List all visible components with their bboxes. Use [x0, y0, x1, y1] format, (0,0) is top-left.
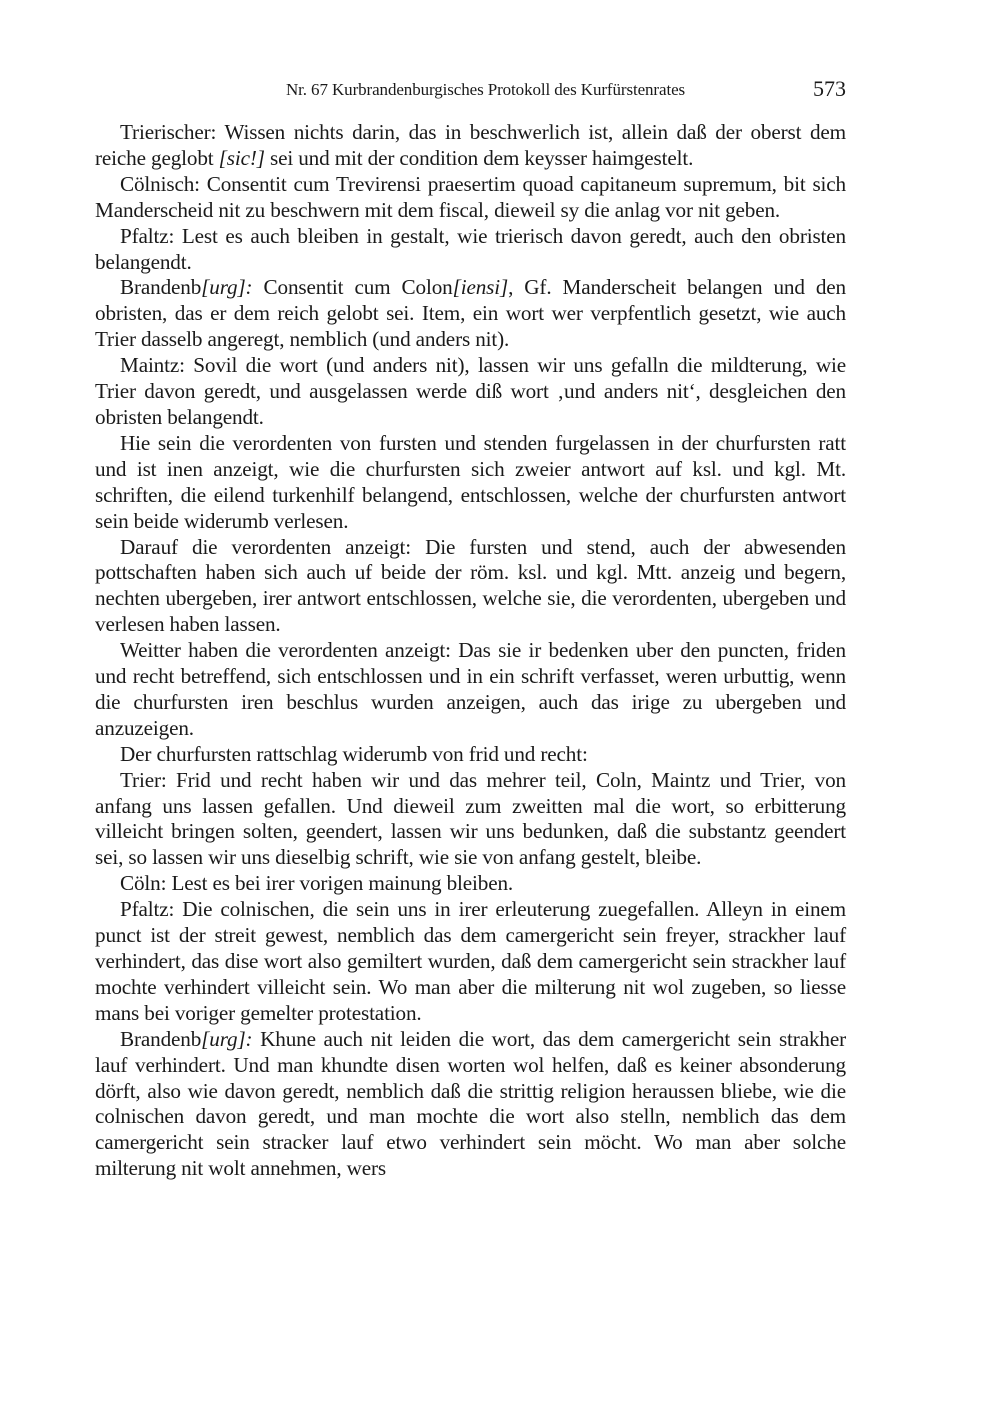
paragraph-brandenburg-2	[95, 1027, 846, 1182]
paragraph-pfalz-2	[95, 897, 846, 1027]
text-segment: sei und mit der condition dem keysser haimgestelt.	[264, 145, 694, 170]
text-segment: Darauf die verordenten anzeigt: Die fursten und stend, auch der abwesenden pottschaften haben sich auch uf beide der röm. ksl. und kgl. Mtt. anzeig und begern, nechten ubergeben, irer antwort entschlossen, welche sie, die verordenten, ubergeben und verlesen haben lassen.	[95, 534, 846, 637]
text-segment: Brandenb	[120, 275, 202, 300]
editorial-note: [urg]:	[201, 1026, 253, 1051]
text-segment: Hie sein die verordenten von fursten und stenden furgelassen in der churfursten ratt und ist inen anzeigt, wie die churfursten sich zweier antwort auf ksl. und kgl. Mt. schriften, die eilend turkenhilf belangend, entschlossen, welche der churfursten antwort sein beide widerumb verlesen.	[95, 430, 846, 533]
text-segment: Brandenb	[120, 1026, 202, 1051]
editorial-note: [iensi]	[452, 275, 509, 300]
paragraph-pfalz-1	[95, 224, 846, 276]
paragraph-koeln-2	[95, 871, 846, 897]
editorial-note: [sic!]	[218, 145, 265, 170]
paragraph-verordenten-3	[95, 638, 846, 742]
page-number: 573	[813, 76, 846, 101]
running-title: Nr. 67 Kurbrandenburgisches Protokoll des Kurfürstenrates	[285, 80, 686, 99]
text-segment: Der churfursten rattschlag widerumb von frid und recht:	[120, 741, 588, 766]
document-body	[95, 120, 846, 1182]
paragraph-trier-1	[95, 120, 846, 172]
paragraph-verordenten-2	[95, 535, 846, 639]
document-page	[95, 76, 846, 1182]
text-segment: Khune auch nit leiden die wort, das dem camergericht sein strakher lauf verhindert. Und man khundte disen worten wol helfen, daß es keiner absonderung dörft, also wie davon geredt, nemblich daß die strittig religion heraussen bliebe, wie die colnischen davon geredt, und man mochte die wort also stelln, nemblich das dem camergericht sein stracker lauf etwo verhindert sein möcht. Wo man aber solche milterung nit wolt annehmen, wers	[95, 1026, 846, 1181]
text-segment: Weitter haben die verordenten anzeigt: Das sie ir bedenken uber den puncten, friden und recht betreffend, sich entschlossen und in ein schrift verfasset, weren urbuttig, wenn die churfursten iren beschlus wurden anzeigen, auch das irige zu ubergeben und anzuzeigen.	[95, 638, 846, 740]
text-segment: Cöln: Lest es bei irer vorigen mainung bleiben.	[120, 871, 514, 896]
text-segment: Cölnisch: Consentit cum Trevirensi praesertim quoad capitaneum supremum, bit sich Manderscheid nit zu beschwern mit dem fiscal, dieweil sy die anlag vor nit geben.	[95, 171, 846, 222]
editorial-note: [urg]:	[201, 275, 253, 300]
paragraph-brandenburg-1	[95, 275, 846, 353]
text-segment: Trierischer: Wissen nichts darin, das in beschwerlich ist, allein daß der oberst dem reiche geglobt	[95, 120, 846, 170]
paragraph-verordenten-1	[95, 431, 846, 535]
page-header	[95, 76, 846, 110]
paragraph-trier-2	[95, 768, 846, 872]
text-segment: Pfaltz: Lest es auch bleiben in gestalt, wie trierisch davon geredt, auch den obristen belangendt.	[95, 223, 846, 274]
text-segment: Pfaltz: Die colnischen, die sein uns in irer erleuterung zuegefallen. Alleyn in einem punct ist der streit gewest, nemblich das dem camergericht sein freyer, strackher lauf verhindert, das dise wort also gemiltert wurden, daß dem camergericht sein strackher lauf mochte verhindert villeicht sein. Wo man aber die milterung nit wol zugeben, so liesse mans bei voriger gemelter protestation.	[95, 897, 846, 1025]
paragraph-koeln-1	[95, 172, 846, 224]
text-segment: Trier: Frid und recht haben wir und das mehrer teil, Coln, Maintz und Trier, von anfang uns lassen gefallen. Und dieweil zum zweitten mal die wort, so erbitterung villeicht bringen solten, geendert, lassen wir uns bedunken, daß die substantz geendert sei, so lassen wir uns dieselbig schrift, wie sie von anfang gestelt, bleibe.	[95, 767, 846, 870]
paragraph-rattschlag-heading	[95, 742, 846, 768]
paragraph-mainz-1	[95, 353, 846, 431]
text-segment: Maintz: Sovil die wort (und anders nit), lassen wir uns gefalln die mildterung, wie Trier davon geredt, und ausgelassen werde diß wort ‚und anders nit‘, desgleichen den obristen belangendt.	[95, 353, 846, 429]
text-segment: , Gf. Manderscheit belangen und den obristen, das er dem reich gelobt sei. Item, ein wort wer verpfentlich gesetzt, wie auch Trier dasselb angeregt, nemblich (und anders nit).	[95, 275, 846, 352]
text-segment: Consentit cum Colon	[252, 275, 453, 300]
